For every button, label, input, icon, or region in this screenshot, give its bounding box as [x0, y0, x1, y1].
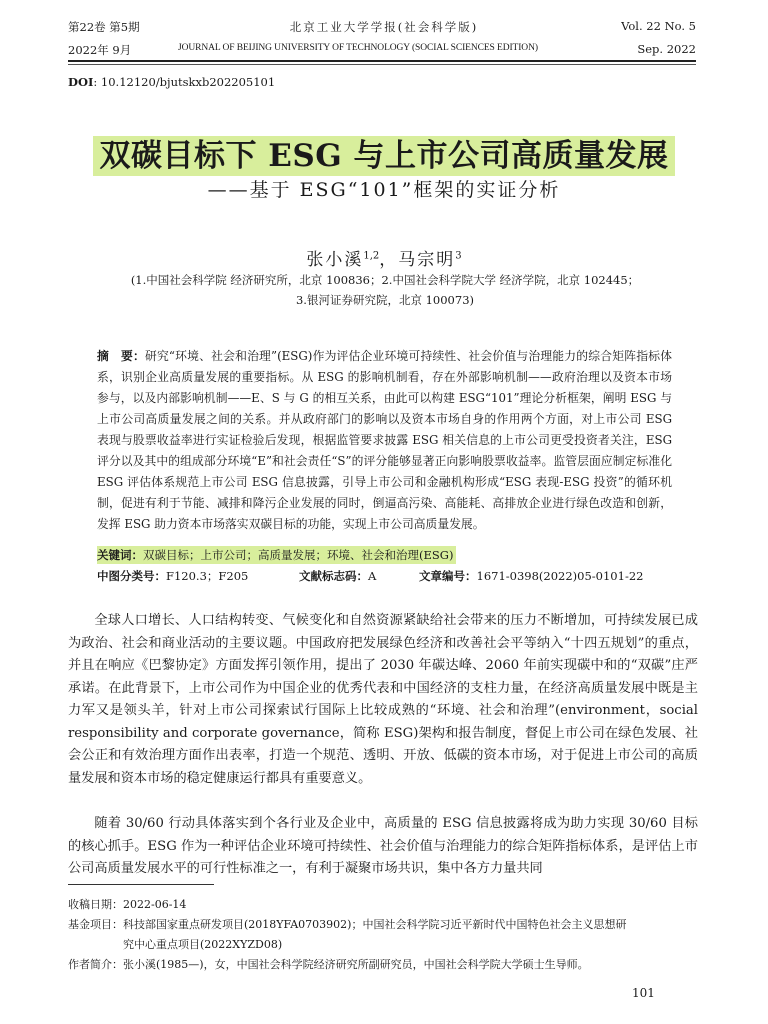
author-affiliation-mark: 1,2: [363, 250, 380, 262]
header-volume-en: Vol. 22 No. 5: [621, 19, 696, 33]
header-date-en: Sep. 2022: [637, 42, 696, 56]
author-name: 马宗明: [398, 250, 456, 270]
article-number: [419, 568, 643, 584]
body-paragraph: [68, 610, 698, 790]
header-journal-en: JOURNAL OF BEIJING UNIVERSITY OF TECHNOLOGY (SOCIAL SCIENCES EDITION): [178, 43, 538, 53]
keywords-label: 关键词：: [97, 548, 143, 562]
document-code-value: A: [368, 569, 377, 583]
header-rule-thin: [68, 64, 696, 65]
fund-value: 科技部国家重点研发项目(2018YFA0703902)；中国社会科学院习近平新时代中国特色社会主义思想研: [123, 918, 627, 931]
page-number: 101: [632, 986, 655, 1000]
footnote-author: [68, 955, 698, 975]
keywords-text: 双碳目标；上市公司；高质量发展；环境、社会和治理(ESG): [143, 548, 454, 562]
header-rule-thick: [68, 60, 696, 62]
clc-value: F120.3；F205: [166, 569, 249, 583]
affiliation-line: 3.银河证券研究院，北京 100073): [295, 293, 474, 307]
author-name: 张小溪: [306, 250, 364, 270]
doi-sep: :: [93, 75, 101, 89]
doi-label: DOI: [68, 75, 94, 89]
body-paragraph-text: 全球人口增长、人口结构转变、气候变化和自然资源紧缺给社会带来的压力不断增加，可持续发展已成为政治、社会和商业活动的主要议题。中国政府把发展绿色经济和改善社会平等纳入“十四五规划”的重点，并且在响应《巴黎协定》方面发挥引领作用，提出了 2030 年碳达峰、2060 年前实现碳中和的“双碳”庄严承诺。在此背景下，上市公司作为中国企业的优秀代表和中国经济的支柱力量，在经济高质量发展中既是主力军又是领头羊，针对上市公司探索试行国际上比较成熟的“环境、社会和治理”(environment，social responsibility and corporate governance，简称 ESG)架构和报告制度，督促上市公司在绿色发展、社会公正和有效治理方面作出表率，打造一个规范、透明、开放、低碳的资本市场，对于促进上市公司的高质量发展和资本市场的稳定健康运行都具有重要意义。: [68, 613, 698, 786]
clc-label: 中图分类号：: [97, 569, 166, 583]
doi-value[interactable]: 10.12120/bjutskxb202205101: [100, 75, 276, 89]
body-paragraph-text: 随着 30/60 行动具体落实到个各行业及企业中，高质量的 ESG 信息披露将成为助力实现 30/60 目标的核心抓手。ESG 作为一种评估企业环境可持续性、社会价值与治理能力的综合矩阵指标体系，是评估上市公司高质量发展水平的可行性标准之一，有利于凝聚市场共识，集中各方力量共同: [68, 816, 698, 876]
header-date-cn: 2022年 9月: [68, 43, 132, 57]
affiliation-line: (1.中国社会科学院 经济研究所，北京 100836；2.中国社会科学院大学 经济学院，北京 102445；: [130, 273, 640, 287]
affiliations: [95, 270, 675, 310]
doi: [68, 75, 275, 89]
abstract-text: 研究“环境、社会和治理”(ESG)作为评估企业环境可持续性、社会价值与治理能力的综合矩阵指标体系，识别企业高质量发展的重要指标。从 ESG 的影响机制看，存在外部影响机制——政府治理以及资本市场参与，以及内部影响机制——E、S 与 G 的相互关系，由此可以构建 ESG“101”理论分析框架，阐明 ESG 与上市公司高质量发展之间的关系。并从政府部门的影响以及资本市场自身的作用两个方面，对上市公司 ESG 表现与股票收益率进行实证检验后发现，根据监管要求披露 ESG 相关信息的上市公司更受投资者关注，ESG 评分以及其中的组成部分环境“E”和社会责任“S”的评分能够显著正向影响股票收益率。监管层面应制定标准化 ESG 评估体系规范上市公司 ESG 信息披露，引导上市公司和金融机构形成“ESG 表现-ESG 投资”的循环机制，促进有利于节能、减排和降污企业发展的同时，倒逼高污染、高能耗、高排放企业进行绿色改造和创新，发挥 ESG 助力资本市场落实双碳目标的功能，实现上市公司高质量发展。: [97, 349, 672, 531]
article-subtitle: ——基于 ESG“101”框架的实证分析: [207, 179, 561, 201]
footnotes: [68, 895, 698, 975]
body-paragraph: [68, 813, 698, 881]
author-bio-label: 作者简介：: [68, 958, 123, 971]
article-number-value: 1671-0398(2022)05-0101-22: [476, 569, 644, 583]
received-value: 2022-06-14: [123, 898, 187, 911]
article-title: [0, 130, 768, 175]
footnote-received: [68, 895, 698, 915]
footnote-fund-continued: 究中心重点项目(2022XYZD08): [123, 938, 283, 951]
header-journal-cn: 北京工业大学学报(社会科学版): [289, 20, 479, 34]
article-number-label: 文章编号：: [419, 569, 477, 583]
document-code: [299, 568, 376, 584]
keywords: [97, 546, 456, 564]
document-code-label: 文献标志码：: [299, 569, 368, 583]
abstract: [97, 346, 672, 535]
author-separator: ，: [379, 250, 399, 270]
fund-label: 基金项目：: [68, 918, 123, 931]
author-list: [0, 245, 768, 270]
footnote-fund: [68, 915, 698, 935]
article-title-text: 双碳目标下 ESG 与上市公司高质量发展: [93, 136, 674, 176]
received-label: 收稿日期：: [68, 898, 123, 911]
footnote-divider: [68, 884, 214, 885]
clc-number: [97, 568, 248, 584]
abstract-label: 摘 要：: [97, 349, 145, 363]
author-bio-value: 张小溪(1985—)，女，中国社会科学院经济研究所副研究员，中国社会科学院大学硕士生导师。: [123, 958, 589, 971]
author-affiliation-mark: 3: [455, 250, 462, 262]
header-volume-cn: 第22卷 第5期: [68, 20, 140, 34]
